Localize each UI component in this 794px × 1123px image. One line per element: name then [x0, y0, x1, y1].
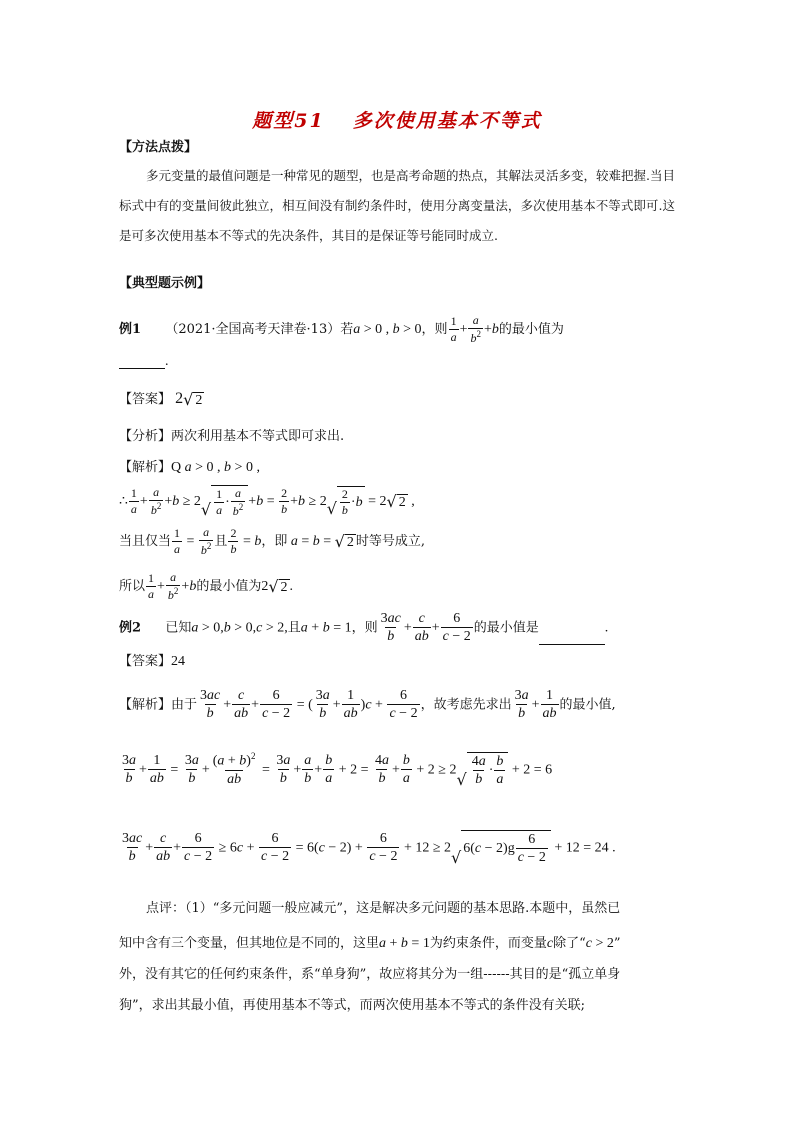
example-1-mid: ，则 — [421, 322, 448, 338]
examples-heading: 【典型题示例】 — [119, 276, 211, 291]
example-2-then: ，则 — [351, 620, 378, 636]
analysis-text: 两次利用基本不等式即可求出. — [171, 429, 345, 444]
analysis-label: 【分析】 — [119, 429, 172, 444]
comment-line-4: 狗”，求出其最小值，再使用基本不等式，而两次使用基本不等式的条件没有关联; — [119, 998, 586, 1013]
solution-label-1: 【解析】 — [119, 460, 172, 475]
example-1-problem: 例1 （2021·全国高考天津卷·13）若a > 0 , b > 0，则 $\frac{1}{a}$ + $\frac{a}{b^2}$ +b的最小值为 — [119, 313, 564, 346]
example-1-source: （2021·全国高考天津卷·13）若 — [165, 322, 354, 338]
comment-text-2d: ” — [613, 936, 621, 951]
eq-and: 且 — [214, 534, 228, 550]
eq-hint: 当且仅当 — [119, 534, 172, 550]
example-1-tail: 的最小值为 — [498, 322, 564, 338]
example-2-solution-3: $\frac{3ac}{b}$ + $\frac{c}{ab}$ + $\frac{6}{c - 2}$ ≥ 6c + $\frac{6}{c - 2}$ = 6(c − 2) + $\frac{6}{c - 2}$ + 12 ≥ 2 √ 6(c − 2)g $\frac{6}{c - 2}$ + 12 = 24 . — [122, 831, 616, 867]
example-1-blank: . — [119, 355, 169, 369]
comment-text-2c: 除了“ — [553, 936, 586, 951]
solution-label-2: 【解析】 — [119, 697, 172, 713]
sol-c: 的最小值, — [559, 697, 616, 713]
example-1-answer: 【答案】 2 √ 2 — [119, 389, 203, 409]
comment-text-2b: 为约束条件，而变量 — [429, 936, 547, 951]
example-1-label: 例1 — [119, 322, 142, 338]
example-2-given: 已知 — [165, 620, 192, 636]
sol-a: 由于 — [171, 697, 198, 713]
example-1-conclusion: 所以 $\frac{1}{a}$ + $\frac{a}{b^2}$ +b的最小值为2 √ 2 . — [119, 570, 294, 603]
eq-tail: 时等号成立, — [355, 534, 426, 550]
example-1-solution-head: 【解析】Q a > 0 , b > 0 , — [119, 460, 260, 475]
comment-label: 点评： — [146, 901, 186, 916]
example-2-tail: 的最小值是 — [473, 620, 539, 636]
answer-label-2: 【答案】 — [119, 654, 172, 669]
example-1-derivation: ∴ $\frac{1}{a}$ + $\frac{a}{b^2}$ +b ≥ 2 √ $\frac{1}{a}$ · $\frac{a}{b^2}$ +b = $\frac{2}{b}$ +b ≥ 2 √ $\frac{2}{b}$ · b = 2 √ 2 , — [119, 485, 415, 520]
page-title — [0, 106, 794, 133]
comment-text-2a: 知中含有三个变量，但其地位是不同的，这里 — [119, 936, 380, 951]
example-2-answer — [119, 655, 185, 669]
eq-ie: ，即 — [261, 534, 288, 550]
example-2-problem: 例2 已知a > 0,b > 0,c > 2,且a + b = 1，则 $\frac{3ac}{b}$ + $\frac{c}{ab}$ + $\frac{6}{c - 2}$ 的最小值是 . — [119, 611, 609, 645]
comment-line-1 — [146, 902, 620, 915]
example-2-label: 例2 — [119, 620, 142, 636]
sol-b: ，故考虑先求出 — [420, 697, 512, 713]
comment-text-1: （1）“多元问题一般应减元”，这是解决多元问题的基本思路.本题中，虽然已 — [185, 901, 621, 916]
method-paragraph: 多元变量的最值问题是一种常见的题型，也是高考命题的热点，其解法灵活多变，较难把握.当目标式中有的变量间彼此独立，相互间没有制约条件时，使用分离变量法，多次使用基本不等式即可.这是可多次使用基本不等式的先决条件，其目的是保证等号能同时成立. — [119, 168, 675, 243]
title-right: 多次使用基本不等式 — [352, 110, 542, 132]
comment-line-3: 外，没有其它的任何约束条件，系“单身狗”，故应将其分为一组------其目的是“孤立单身 — [119, 967, 621, 982]
answer-value-2: 24 — [171, 654, 186, 669]
example-1-equality: 当且仅当 $\frac{1}{a}$ = $\frac{a}{b^2}$ 且 $\frac{2}{b}$ = b，即 a = b = √ 2 时等号成立, — [119, 525, 426, 558]
title-left: 题型51 — [252, 110, 325, 132]
method-heading: 【方法点拨】 — [119, 140, 198, 155]
comment-line-2: 知中含有三个变量，但其地位是不同的，这里a + b = 1为约束条件，而变量c除了“c > 2” — [119, 936, 621, 951]
example-2-solution-2: $\frac{3a}{b}$ + $\frac{1}{ab}$ = $\frac{3a}{b}$ + $\frac{(a + b)^2}{ab}$ = $\frac{3a}{b}$ + $\frac{a}{b}$ + $\frac{b}{a}$ + 2 = $\frac{4a}{b}$ + $\frac{b}{a}$ + 2 ≥ 2 √ $\frac{4a}{b}$ · $\frac{b}{a}$ + 2 = 6 — [122, 751, 553, 789]
example-2-solution-1: 【解析】由于 $\frac{3ac}{b}$ + $\frac{c}{ab}$ + $\frac{6}{c - 2}$ = ( $\frac{3a}{b}$ + $\frac{1}{ab}$ )c + $\frac{6}{c - 2}$ ，故考虑先求出 $\frac{3a}{b}$ + $\frac{1}{ab}$ 的最小值, — [119, 688, 616, 722]
example-1-analysis — [119, 430, 344, 443]
example-2-cond: 且 — [287, 620, 301, 636]
so-tail: 的最小值为 — [196, 579, 262, 595]
answer-label-1: 【答案】 — [119, 392, 172, 407]
so-label: 所以 — [119, 579, 146, 595]
